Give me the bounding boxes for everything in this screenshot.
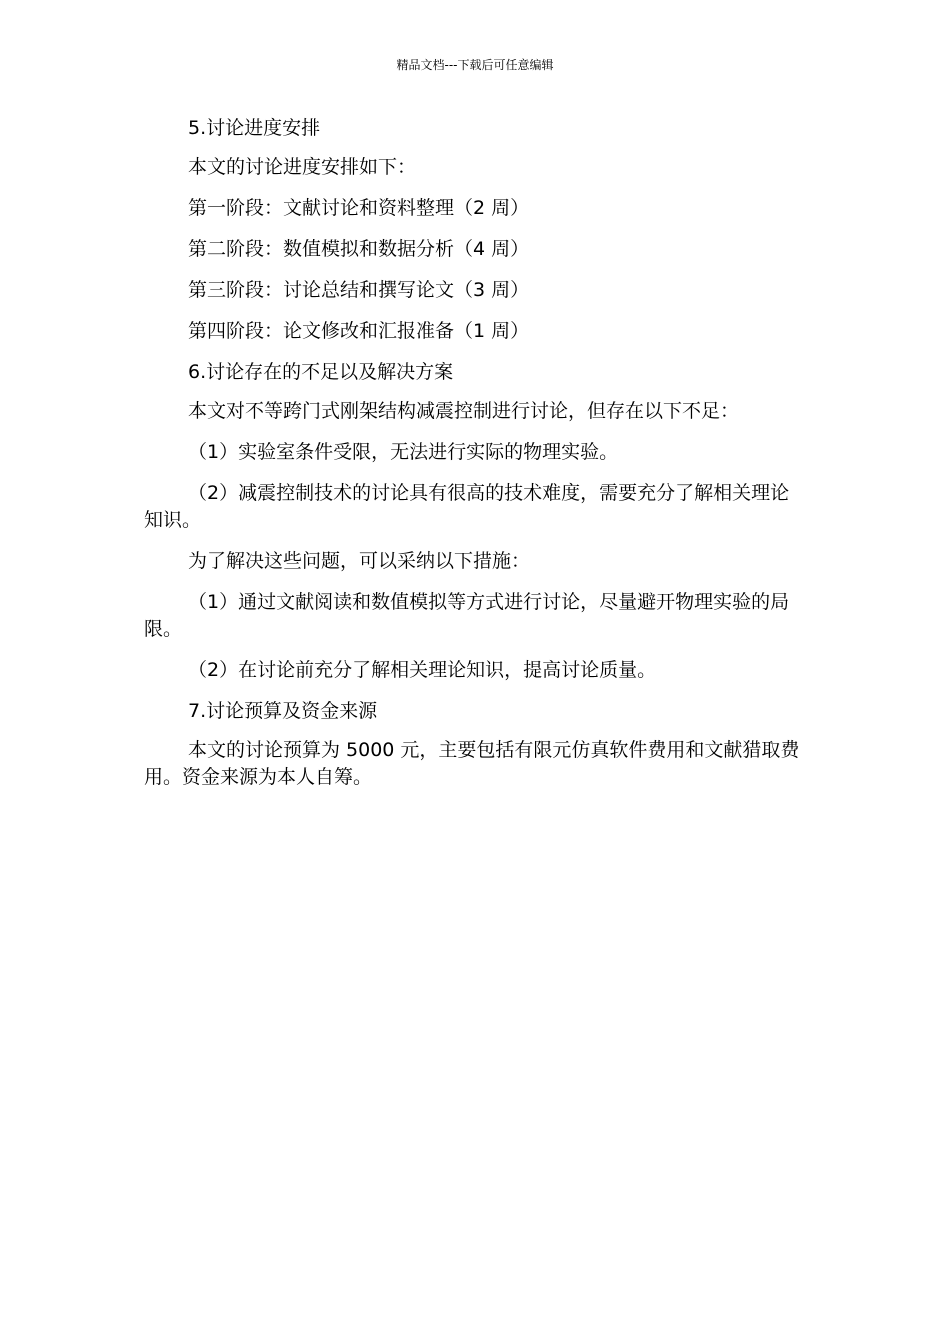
list-item: 第一阶段：文献讨论和资料整理（2 周） xyxy=(188,197,530,219)
paragraph: 为了解决这些问题，可以采纳以下措施： xyxy=(188,550,531,572)
list-item: （2）在讨论前充分了解相关理论知识，提高讨论质量。 xyxy=(188,659,657,681)
list-item: （1）通过文献阅读和数值模拟等方式进行讨论，尽量避开物理实验的局限。 xyxy=(144,591,790,640)
document-body xyxy=(144,115,806,805)
list-item: （2）减震控制技术的讨论具有很高的技术难度，需要充分了解相关理论知识。 xyxy=(144,482,790,531)
section-heading-shortcomings: 6.讨论存在的不足以及解决方案 xyxy=(188,361,454,383)
paragraph: 本文对不等跨门式刚架结构减震控制进行讨论，但存在以下不足： xyxy=(188,400,740,422)
list-item: （1）实验室条件受限，无法进行实际的物理实验。 xyxy=(188,441,619,463)
paragraph: 本文的讨论进度安排如下： xyxy=(188,156,417,178)
section-heading-schedule: 5.讨论进度安排 xyxy=(188,117,321,139)
list-item: 第三阶段：讨论总结和撰写论文（3 周） xyxy=(188,279,530,301)
list-item: 第四阶段：论文修改和汇报准备（1 周） xyxy=(188,320,530,342)
list-item: 第二阶段：数值模拟和数据分析（4 周） xyxy=(188,238,530,260)
section-heading-budget: 7.讨论预算及资金来源 xyxy=(188,700,378,722)
page-header: 精品文档---下载后可任意编辑 xyxy=(396,58,554,72)
paragraph: 本文的讨论预算为 5000 元，主要包括有限元仿真软件费用和文献猎取费用。资金来源为本人自筹。 xyxy=(144,739,800,788)
